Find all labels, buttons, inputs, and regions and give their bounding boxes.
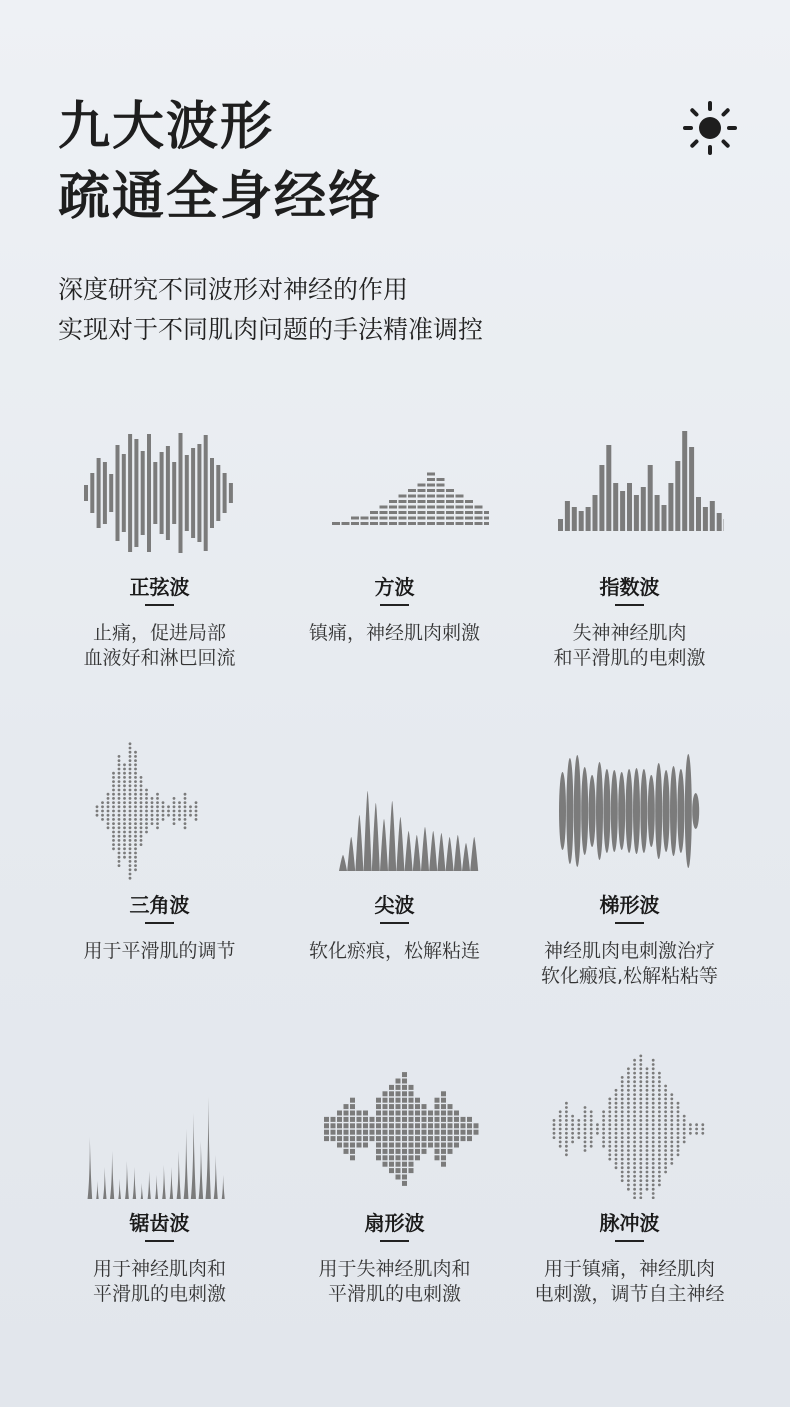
description-line: 平滑肌的电刺激 xyxy=(327,1283,461,1305)
waveform-description xyxy=(42,1257,277,1307)
waveform-card xyxy=(42,723,277,1033)
triangle-wave-icon xyxy=(64,731,254,881)
divider xyxy=(615,1240,644,1242)
waveform-card xyxy=(277,1041,512,1351)
waveform-card xyxy=(277,405,512,715)
description-line: 平滑肌的电刺激 xyxy=(92,1283,226,1305)
divider xyxy=(145,922,174,924)
waveform-card xyxy=(512,405,747,715)
description-line: 失神神经肌肉 xyxy=(572,622,687,644)
title-line-1: 九大波形 xyxy=(58,97,275,157)
divider xyxy=(615,604,644,606)
waveform-name: 尖波 xyxy=(374,893,415,917)
subtitle-line-1: 深度研究不同波形对神经的作用 xyxy=(58,275,409,304)
description-line: 镇痛，神经肌肉刺激 xyxy=(308,622,480,644)
divider xyxy=(145,1240,174,1242)
trapezoid-wave-icon xyxy=(534,731,724,881)
pulse-wave-icon xyxy=(534,1049,724,1199)
waveform-card xyxy=(512,1041,747,1351)
spike-wave-icon xyxy=(299,731,489,881)
description-line: 电刺激，调节自主神经 xyxy=(534,1283,725,1305)
description-line: 用于平滑肌的调节 xyxy=(83,940,236,962)
waveform-card xyxy=(42,405,277,715)
exponential-wave-icon xyxy=(534,413,724,563)
waveform-name: 指数波 xyxy=(599,575,660,599)
waveform-description xyxy=(277,939,512,964)
waveform-name: 正弦波 xyxy=(129,575,190,599)
waveform-description xyxy=(512,939,747,989)
waveform-card xyxy=(42,1041,277,1351)
description-line: 软化瘢痕,松解粘粘等 xyxy=(540,965,719,987)
waveform-name: 扇形波 xyxy=(364,1211,425,1235)
waveform-description xyxy=(277,1257,512,1307)
square-wave-icon xyxy=(299,413,489,563)
divider xyxy=(615,922,644,924)
waveform-name: 三角波 xyxy=(129,893,190,917)
waveform-description xyxy=(42,621,277,671)
divider xyxy=(380,604,409,606)
divider xyxy=(380,1240,409,1242)
waveform-name: 脉冲波 xyxy=(599,1211,660,1235)
waveform-card xyxy=(512,723,747,1033)
waveform-card xyxy=(277,723,512,1033)
description-line: 和平滑肌的电刺激 xyxy=(553,647,706,669)
subtitle xyxy=(58,270,483,350)
waveform-description xyxy=(512,1257,747,1307)
sawtooth-wave-icon xyxy=(64,1049,254,1199)
description-line: 血液好和淋巴回流 xyxy=(83,647,236,669)
sun-icon xyxy=(682,100,738,156)
description-line: 用于神经肌肉和 xyxy=(92,1258,226,1280)
description-line: 用于失神经肌肉和 xyxy=(318,1258,471,1280)
subtitle-line-2: 实现对于不同肌肉问题的手法精准调控 xyxy=(58,315,484,344)
divider xyxy=(145,604,174,606)
description-line: 软化瘀痕，松解粘连 xyxy=(308,940,480,962)
waveform-description xyxy=(512,621,747,671)
waveform-name: 方波 xyxy=(374,575,415,599)
waveform-description xyxy=(42,939,277,964)
page-title xyxy=(58,92,382,232)
sine-wave-icon xyxy=(64,413,254,563)
waveform-description xyxy=(277,621,512,646)
description-line: 用于镇痛，神经肌肉 xyxy=(543,1258,715,1280)
description-line: 止痛，促进局部 xyxy=(92,622,226,644)
waveform-name: 锯齿波 xyxy=(129,1211,190,1235)
divider xyxy=(380,922,409,924)
title-line-2: 疏通全身经络 xyxy=(58,167,383,227)
waveform-name: 梯形波 xyxy=(599,893,660,917)
description-line: 神经肌肉电刺激治疗 xyxy=(543,940,715,962)
fan-wave-icon xyxy=(299,1049,489,1199)
